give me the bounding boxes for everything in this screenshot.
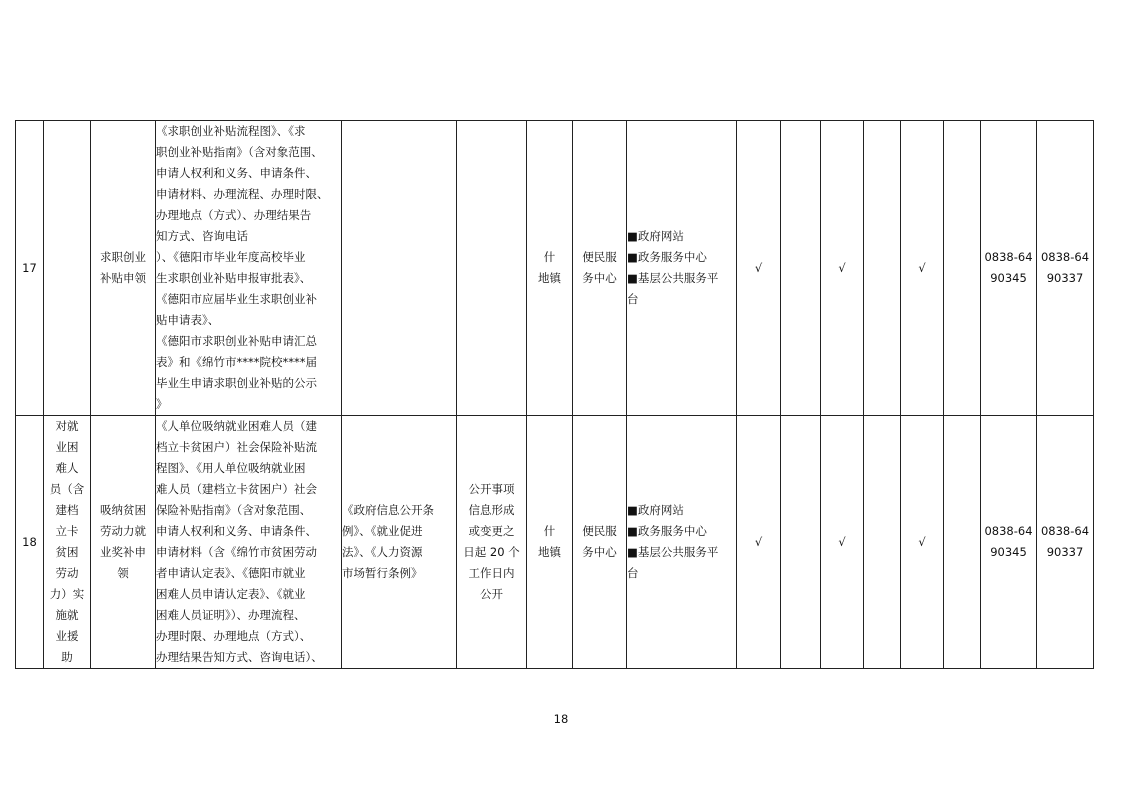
- cell-line: 难人员（建档立卡贫困户）社会: [156, 482, 317, 496]
- cell-line: 90337: [1046, 271, 1084, 285]
- check-cell: [781, 121, 821, 416]
- item-cell: [44, 416, 91, 669]
- cell-line: 公开: [480, 587, 503, 601]
- cell-line: 力）实: [49, 587, 85, 601]
- sub-item-cell: [91, 121, 156, 416]
- cell-line: ）、《德阳市毕业年度高校毕业: [156, 250, 306, 264]
- cell-line: 毕业生申请求职创业补贴的公示: [156, 376, 317, 390]
- check-cell: [864, 416, 901, 669]
- check-cell: [944, 416, 981, 669]
- cell-line: 什: [543, 524, 556, 538]
- cell-line: 表》和《绵竹市****院校****届: [156, 355, 317, 369]
- cell-line: 什: [543, 250, 556, 264]
- cell-line: 对就: [55, 419, 79, 433]
- check-mark: √: [821, 416, 864, 669]
- check-cell: [944, 121, 981, 416]
- cell-line: 程图》、《用人单位吸纳就业困: [156, 461, 306, 475]
- cell-line: 务中心: [582, 545, 617, 559]
- cell-line: 申请材料、办理流程、办理时限、: [156, 187, 329, 201]
- cell-line: 《德阳市求职创业补贴申请汇总: [156, 334, 317, 348]
- cell-line: ■政府网站: [627, 503, 684, 517]
- cell-line: 吸纳贫困: [100, 503, 146, 517]
- cell-line: 保险补贴指南》（含对象范围、: [156, 503, 312, 517]
- cell-line: 《政府信息公开条: [342, 503, 434, 517]
- cell-line: ■基层公共服务平: [627, 545, 719, 559]
- cell-line: 0838-64: [1040, 250, 1090, 264]
- cell-line: 台: [627, 292, 639, 306]
- disclosure-table: [15, 120, 1094, 669]
- cell-line: 办理时限、办理地点（方式）、: [156, 629, 312, 643]
- item-cell: [44, 121, 91, 416]
- cell-line: 员（含: [49, 482, 85, 496]
- cell-line: ■政府网站: [627, 229, 684, 243]
- cell-line: 申请材料（含《绵竹市贫困劳动: [156, 545, 317, 559]
- cell-line: 信息形成: [468, 503, 515, 517]
- cell-line: 领: [117, 566, 129, 580]
- subject-cell: [527, 121, 573, 416]
- cell-line: 例》、《就业促进: [342, 524, 423, 538]
- basis-cell: [342, 416, 457, 669]
- cell-line: 90345: [990, 545, 1027, 559]
- cell-line: 档立卡贫困户）社会保险补贴流: [156, 440, 317, 454]
- row-number: 18: [16, 416, 44, 669]
- cell-line: 建档: [55, 503, 79, 517]
- page-number: 18: [553, 712, 569, 726]
- check-mark: √: [821, 121, 864, 416]
- cell-line: 90345: [990, 271, 1027, 285]
- cell-line: 务中心: [582, 271, 617, 285]
- cell-line: 台: [627, 566, 639, 580]
- channel-cell: [627, 121, 737, 416]
- scope-cell: [573, 416, 627, 669]
- cell-line: 工作日内: [468, 566, 515, 580]
- phone-cell: [1037, 416, 1094, 669]
- phone-cell: [1037, 121, 1094, 416]
- content-cell: [156, 416, 342, 669]
- cell-line: 日起 20 个: [463, 545, 520, 559]
- cell-line: 贴申请表》、: [156, 313, 220, 327]
- channel-cell: [627, 416, 737, 669]
- cell-line: 0838-64: [1040, 524, 1090, 538]
- cell-line: ■基层公共服务平: [627, 271, 719, 285]
- check-mark: √: [901, 121, 944, 416]
- cell-line: 办理结果告知方式、咨询电话）、: [156, 650, 323, 664]
- cell-line: 业援: [55, 629, 79, 643]
- cell-line: 施就: [55, 608, 79, 622]
- scope-cell: [573, 121, 627, 416]
- cell-line: 地镇: [538, 545, 561, 559]
- cell-line: 市场暂行条例》: [342, 566, 423, 580]
- sub-item-cell: [91, 416, 156, 669]
- cell-line: 劳动力就: [100, 524, 146, 538]
- check-mark: √: [737, 121, 781, 416]
- cell-line: 困难人员申请认定表》、《就业: [156, 587, 306, 601]
- cell-line: 《求职创业补贴流程图》、《求: [156, 124, 306, 138]
- cell-line: 困难人员证明》）、办理流程、: [156, 608, 306, 622]
- check-mark: √: [901, 416, 944, 669]
- cell-line: 贫困: [55, 545, 79, 559]
- cell-line: 或变更之: [468, 524, 515, 538]
- basis-cell: [342, 121, 457, 416]
- row-number: 17: [16, 121, 44, 416]
- subject-cell: [527, 416, 573, 669]
- time-cell: [457, 121, 527, 416]
- cell-line: 法》、《人力资源: [342, 545, 423, 559]
- cell-line: 0838-64: [984, 524, 1033, 538]
- cell-line: ■政务服务中心: [627, 524, 707, 538]
- phone-cell: [981, 121, 1037, 416]
- cell-line: 《人单位吸纳就业困难人员（建: [156, 419, 317, 433]
- cell-line: 0838-64: [984, 250, 1033, 264]
- check-cell: [781, 416, 821, 669]
- cell-line: 劳动: [55, 566, 79, 580]
- cell-line: 业困: [55, 440, 79, 454]
- cell-line: 求职创业: [100, 250, 146, 264]
- cell-line: 申请人权利和义务、申请条件、: [156, 524, 317, 538]
- cell-line: 《德阳市应届毕业生求职创业补: [156, 292, 317, 306]
- cell-line: 职创业补贴指南》（含对象范围、: [156, 145, 323, 159]
- cell-line: 难人: [55, 461, 79, 475]
- cell-line: 申请人权利和义务、申请条件、: [156, 166, 317, 180]
- table-row: [16, 121, 1094, 416]
- content-cell: [156, 121, 342, 416]
- check-cell: [864, 121, 901, 416]
- cell-line: 业奖补申: [100, 545, 146, 559]
- cell-line: 助: [61, 650, 73, 664]
- phone-cell: [981, 416, 1037, 669]
- cell-line: 》: [156, 397, 168, 411]
- cell-line: 立卡: [55, 524, 79, 538]
- cell-line: 公开事项: [468, 482, 515, 496]
- cell-line: ■政务服务中心: [627, 250, 707, 264]
- cell-line: 办理地点（方式）、办理结果告: [156, 208, 312, 222]
- cell-line: 生求职创业补贴申报审批表》、: [156, 271, 312, 285]
- cell-line: 地镇: [538, 271, 561, 285]
- cell-line: 90337: [1046, 545, 1084, 559]
- cell-line: 补贴申领: [100, 271, 146, 285]
- cell-line: 知方式、咨询电话: [156, 229, 248, 243]
- cell-line: 便民服: [582, 524, 617, 538]
- table-row: [16, 416, 1094, 669]
- cell-line: 者申请认定表》、《德阳市就业: [156, 566, 306, 580]
- cell-line: 便民服: [582, 250, 617, 264]
- time-cell: [457, 416, 527, 669]
- check-mark: √: [737, 416, 781, 669]
